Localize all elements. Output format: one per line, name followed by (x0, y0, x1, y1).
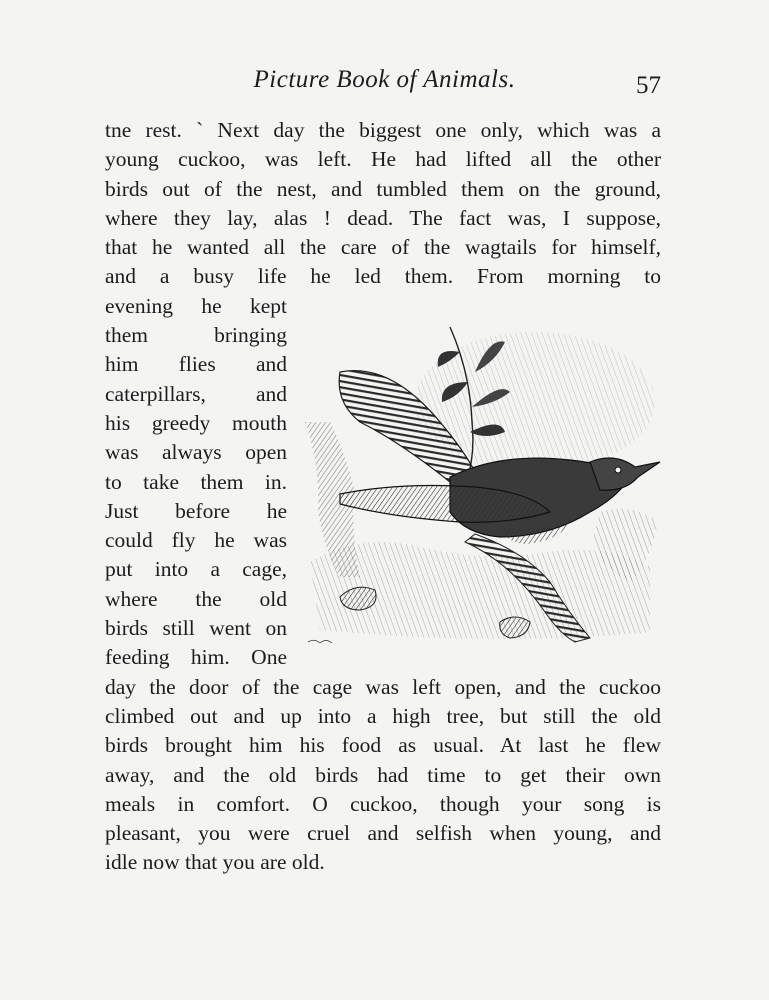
text-line: tne rest. ` Next day the biggest one only, which was a (105, 118, 661, 142)
text-line: climbed out and up into a high tree, but still the old (105, 703, 661, 728)
text-line: put into a cage, (105, 557, 287, 582)
text-line: his greedy mouth (105, 410, 287, 435)
text-line: that he wanted all the care of the wagtails for himself, (105, 235, 661, 260)
text-line: caterpillars, and (105, 381, 287, 406)
text-line: could fly he was (105, 528, 287, 553)
text-line: where they lay, alas ! dead. The fact was, I suppose, (105, 205, 661, 230)
text-line: Just before he (105, 498, 287, 523)
page-number: 57 (636, 72, 661, 99)
engraver-mark (308, 640, 332, 643)
text-line: birds out of the nest, and tumbled them on the ground, (105, 176, 661, 201)
text-line: feeding him. One (105, 645, 287, 670)
text-line: birds still went on (105, 616, 287, 641)
text-line: to take them in. (105, 469, 287, 494)
bird-eye (615, 467, 621, 473)
text-line: them bringing (105, 323, 287, 348)
text-line: away, and the old birds had time to get their own (105, 762, 661, 787)
cuckoo-illustration (300, 312, 662, 652)
text-line: idle now that you are old. (105, 850, 325, 875)
text-line: him flies and (105, 352, 287, 377)
text-line: pleasant, you were cruel and selfish when young, and (105, 821, 661, 846)
text-line: meals in comfort. O cuckoo, though your song is (105, 791, 661, 816)
text-line: where the old (105, 586, 287, 611)
text-line: birds brought him his food as usual. At last he flew (105, 733, 661, 758)
running-title: Picture Book of Animals. (253, 66, 516, 93)
text-line: was always open (105, 440, 287, 465)
text-line: young cuckoo, was left. He had lifted all the other (105, 147, 661, 172)
text-line: and a busy life he led them. From morning to (105, 264, 661, 289)
bird-head (590, 458, 660, 490)
text-line: day the door of the cage was left open, and the cuckoo (105, 674, 661, 699)
text-line: evening he kept (105, 293, 287, 318)
